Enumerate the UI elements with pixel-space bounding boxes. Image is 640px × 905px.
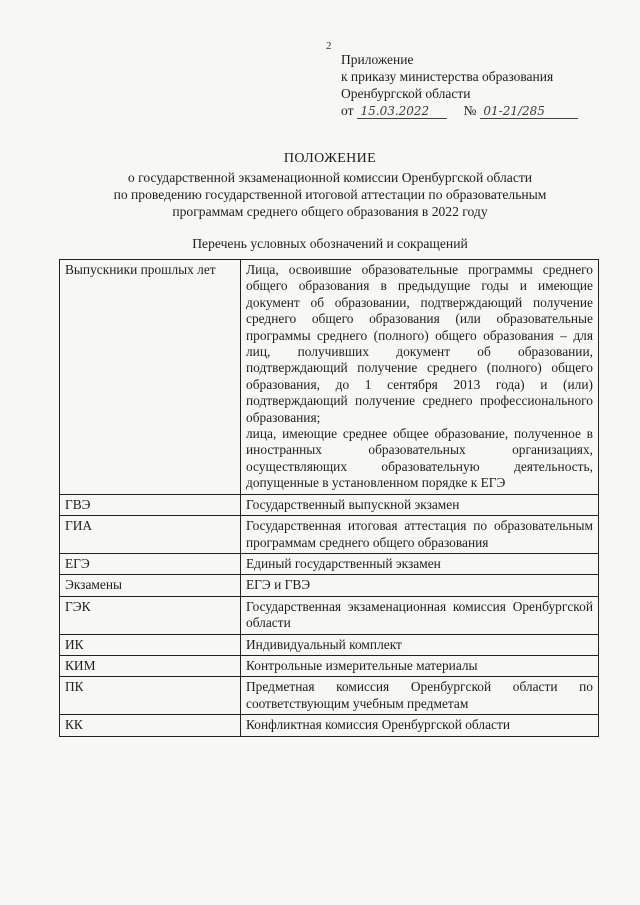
appendix-line-2: к приказу министерства образования	[341, 69, 554, 84]
term-cell: Выпускники прошлых лет	[60, 260, 241, 495]
document-subtitle	[40, 169, 620, 220]
definition-cell	[241, 677, 599, 715]
definition-text: Государственная итоговая аттестация по образовательным программам среднего общего образования	[246, 518, 593, 550]
definition-cell	[241, 634, 599, 655]
term-cell: ГЭК	[60, 596, 241, 634]
definition-cell	[241, 575, 599, 596]
order-date-number	[341, 102, 631, 119]
subtitle-line-3: программам среднего общего образования в 2022 году	[172, 204, 488, 219]
definition-text: Единый государственный экзамен	[246, 555, 441, 571]
table-row	[60, 596, 599, 634]
document-title: ПОЛОЖЕНИЕ	[283, 151, 377, 166]
table-row	[60, 715, 599, 736]
definition-cell	[241, 655, 599, 676]
abbreviations-table-body	[60, 260, 599, 737]
table-row	[60, 494, 599, 515]
definition-cell	[241, 553, 599, 574]
definition-text: Государственная экзаменационная комиссия Оренбургской области	[246, 598, 593, 631]
definition-text: Контрольные измерительные материалы	[246, 657, 478, 673]
definition-cell	[241, 715, 599, 736]
order-date: 15.03.2022	[357, 105, 447, 119]
appendix-line-1: Приложение	[341, 52, 414, 67]
definition-text: Лица, освоившие образовательные программы среднего общего образования в предыдущие годы и имеющие документ об образовании, подтверждающий получение среднего общего образования (или образовательные программы среднего (полного) общего образования – для лиц, получивших документ об образовании, подтверждающий получение среднего (полного) общего образования, до 1 сентября 2013 года) и (или) подтверждающий получение среднего профессионального образования;	[246, 262, 593, 425]
from-label: от	[341, 103, 354, 118]
term-cell: КИМ	[60, 655, 241, 676]
list-title: Перечень условных обозначений и сокращений	[192, 236, 468, 251]
order-number: 01-21/285	[480, 105, 578, 119]
page-number: 2	[326, 40, 332, 52]
table-row	[60, 260, 599, 495]
appendix-block	[341, 51, 631, 119]
definition-text: ЕГЭ и ГВЭ	[246, 577, 311, 593]
term-cell: ПК	[60, 677, 241, 715]
term-cell: ИК	[60, 634, 241, 655]
appendix-line-3: Оренбургской области	[341, 86, 471, 101]
definition-text: Конфликтная комиссия Оренбургской области	[246, 717, 510, 733]
table-row	[60, 575, 599, 596]
term-cell: ГИА	[60, 516, 241, 554]
term-cell: КК	[60, 715, 241, 736]
definition-cell	[241, 260, 599, 495]
definition-text-continued: лица, имеющие среднее общее образование, полученное в иностранных образовательных организациях, осуществляющих образовательную деятельность, допущенные в установленном порядке к ЕГЭ	[246, 426, 593, 491]
definition-cell	[241, 516, 599, 554]
table-row	[60, 677, 599, 715]
table-row	[60, 553, 599, 574]
subtitle-line-2: по проведению государственной итоговой аттестации по образовательным	[113, 187, 547, 202]
table-row	[60, 516, 599, 554]
definition-cell	[241, 596, 599, 634]
table-row	[60, 634, 599, 655]
subtitle-line-1: о государственной экзаменационной комиссии Оренбургской области	[127, 170, 533, 185]
definition-text: Государственный выпускной экзамен	[246, 496, 460, 512]
abbreviations-table	[59, 259, 599, 737]
number-label: №	[463, 103, 477, 118]
term-cell: Экзамены	[60, 575, 241, 596]
definition-text: Индивидуальный комплект	[246, 636, 402, 652]
definition-cell	[241, 494, 599, 515]
table-row	[60, 655, 599, 676]
term-cell: ЕГЭ	[60, 553, 241, 574]
term-cell: ГВЭ	[60, 494, 241, 515]
definition-text: Предметная комиссия Оренбургской области по соответствующим учебным предметам	[246, 679, 593, 711]
